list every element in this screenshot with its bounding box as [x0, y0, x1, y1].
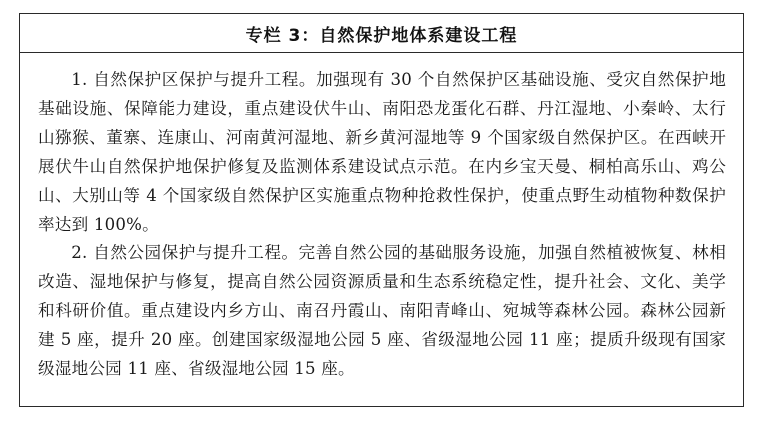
column-title: 专栏 3：自然保护地体系建设工程 [20, 14, 743, 53]
special-column-box [19, 13, 744, 407]
paragraph-nature-reserve: 1. 自然保护区保护与提升工程。加强现有 30 个自然保护区基础设施、受灾自然保护地基础设施、保障能力建设，重点建设伏牛山、南阳恐龙蛋化石群、丹江湿地、小秦岭、太行山猕猴、董寨、连康山、河南黄河湿地、新乡黄河湿地等 9 个国家级自然保护区。在西峡开展伏牛山自然保护地保护修复及监测体系建设试点示范。在内乡宝天曼、桐柏高乐山、鸡公山、大别山等 4 个国家级自然保护区实施重点物种抢救性保护，使重点野生动植物种数保护率达到 100%。 [38, 70, 726, 234]
paragraph-nature-park: 2. 自然公园保护与提升工程。完善自然公园的基础服务设施，加强自然植被恢复、林相改造、湿地保护与修复，提高自然公园资源质量和生态系统稳定性，提升社会、文化、美学和科研价值。重点建设内乡方山、南召丹霞山、南阳青峰山、宛城等森林公园。森林公园新建 5 座，提升 20 座。创建国家级湿地公园 5 座、省级湿地公园 11 座；提质升级现有国家级湿地公园 11 座、省级湿地公园 15 座。 [38, 243, 726, 379]
column-body [20, 53, 743, 384]
